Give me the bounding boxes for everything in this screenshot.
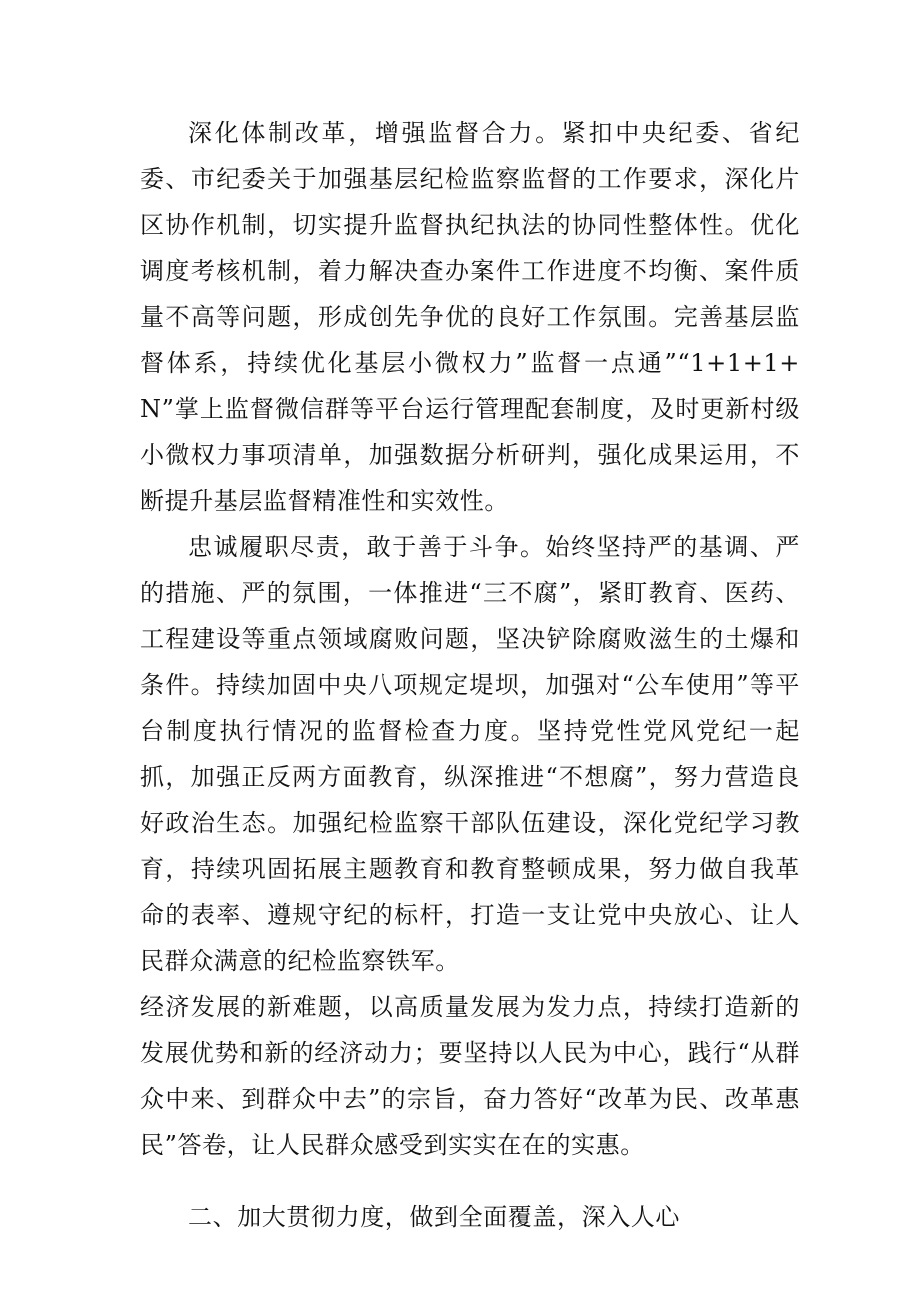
document-body xyxy=(140,110,800,1240)
section-heading: 二、加大贯彻力度，做到全面覆盖，深入人心 xyxy=(188,1203,680,1231)
paragraph-loyal-duty: 忠诚履职尽责，敢于善于斗争。始终坚持严的基调、严的措施、严的氛围，一体推进“三不腐”，紧盯教育、医药、工程建设等重点领域腐败问题，坚决铲除腐败滋生的土爆和条件。持续加固中央八项规定堤坝，加强对“公车使用”等平台制度执行情况的监督检查力度。坚持党性党风党纪一起抓，加强正反两方面教育，纵深推进“不想腐”，努力营造良好政治生态。加强纪检监察干部队伍建设，深化党纪学习教育，持续巩固拓展主题教育和教育整顿成果，努力做自我革命的表率、遵规守纪的标杆，打造一支让党中央放心、让人民群众满意的纪检监察铁军。 xyxy=(140,533,800,975)
paragraph-deepen-reform: 深化体制改革，增强监督合力。紧扣中央纪委、省纪委、市纪委关于加强基层纪检监察监督的工作要求，深化片区协作机制，切实提升监督执纪执法的协同性整体性。优化调度考核机制，着力解决查办案件工作进度不均衡、案件质量不高等问题，形成创先争优的良好工作氛围。完善基层监督体系，持续优化基层小微权力”监督一点通”“1+1+1+N”掌上监督微信群等平台运行管理配套制度，及时更新村级小微权力事项清单，加强数据分析研判，强化成果运用，不断提升基层监督精准性和实效性。 xyxy=(140,119,800,515)
paragraph-economic-development: 经济发展的新难题，以高质量发展为发力点，持续打造新的发展优势和新的经济动力；要坚持以人民为中心，践行“从群众中来、到群众中去”的宗旨，奋力答好“改革为民、改革惠民”答卷，让人民群众感受到实实在在的实惠。 xyxy=(140,993,800,1159)
